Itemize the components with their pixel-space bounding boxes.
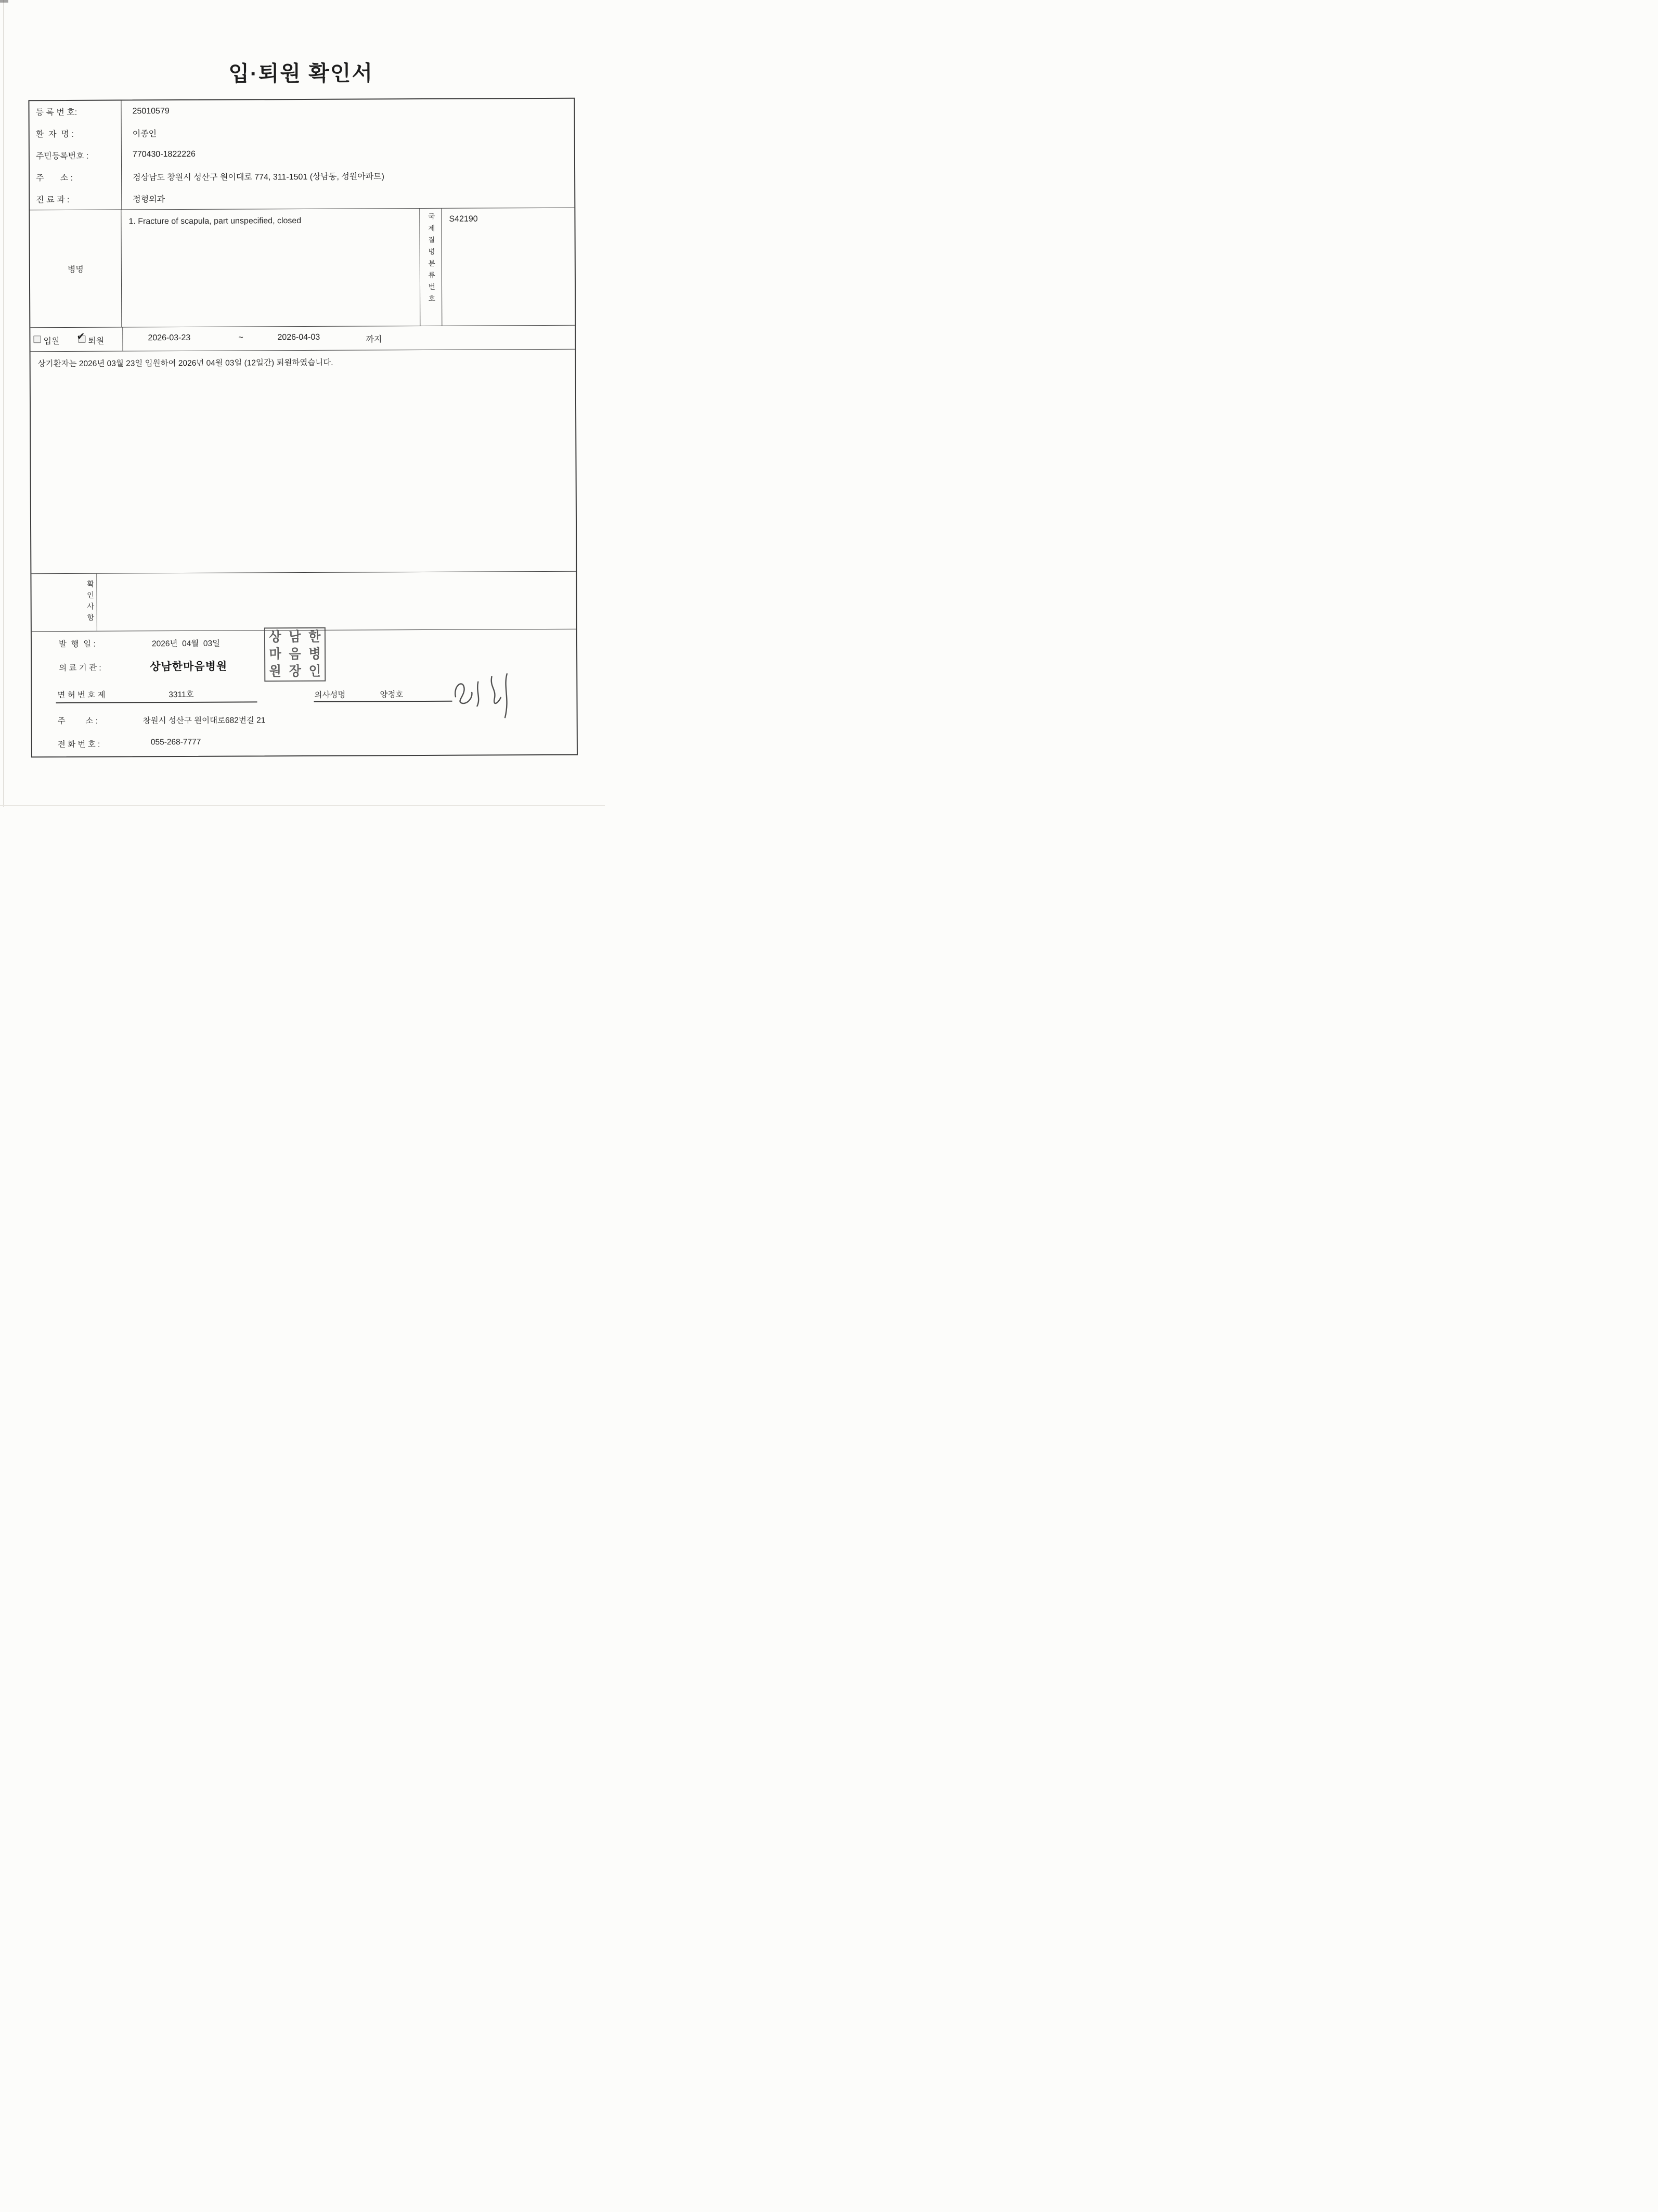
license-underline [56,701,257,703]
diagnosis-cell [121,209,420,327]
confirmation-section [31,571,576,632]
phone-number-value: 055-268-7777 [150,737,201,747]
table-row [30,142,574,166]
institution-label: 의 료 기 관 : [59,663,101,673]
phone-number-label: 전 화 번 호 : [57,740,100,750]
resident-id-value: 770430-1822226 [132,150,196,159]
admission-checkbox [33,336,41,343]
table-row [30,186,574,210]
registration-number-value: 25010579 [132,107,170,116]
icd-code-value: S42190 [449,214,478,224]
issuance-section [32,629,577,756]
discharge-checkbox-label: 퇴원 [88,337,105,346]
page-title: 입·퇴원 확인서 [228,61,374,86]
institution-name: 상남한마음병원 [150,660,228,673]
patient-name-value: 이종인 [132,130,157,139]
diagnosis-text: 1. Fracture of scapula, part unspecified, closed [128,216,302,226]
disease-section [30,208,575,328]
hospital-address-value: 창원시 성산구 원이대로682번길 21 [143,716,266,726]
check-icon: ✔ [76,331,85,342]
doctor-signature [448,671,516,722]
resident-id-label: 주민등록번호 : [35,151,89,161]
stay-period-section [30,325,575,352]
hospital-address-label: 주 소 : [57,716,98,726]
stay-dates-cell [123,326,575,351]
issue-date-label: 발 행 일 : [58,639,96,649]
address-value: 경상남도 창원시 성산구 원이대로 774, 311-1501 (상남동, 성원아파트) [133,172,384,183]
icd-header-vertical-label: 국제질병분류번호 [426,212,435,306]
address-label: 주 소 : [36,173,73,183]
patient-info-section [29,99,574,210]
paper-sheet [0,0,605,807]
document-content [0,0,606,808]
statement-text: 상기환자는 2026년 03월 23일 입원하여 2026년 04월 03일 (12일간) 퇴원하였습니다. [37,358,333,369]
hospital-seal-stamp: 상 남 한 마 음 병 원 장 인 [264,627,326,682]
confirmation-vertical-label: 확인사항 [85,580,94,625]
table-row [29,99,574,123]
registration-number-label: 등 록 번 호: [35,108,77,118]
doctor-name-value: 양정호 [380,690,404,700]
doctor-name-label: 의사성명 [314,690,346,700]
stay-type-cell [30,328,123,352]
department-label: 진 료 과 : [36,195,70,204]
scanned-document-page [0,0,605,807]
tilde-separator: ~ [238,333,243,342]
license-number-value: 3311호 [169,690,194,700]
disease-label: 병명 [67,265,84,274]
admission-checkbox-label: 입원 [43,337,60,346]
confirmation-label-cell [31,574,97,632]
icd-code-cell [442,208,575,326]
table-row [30,164,574,188]
main-table [28,98,578,758]
statement-section [31,349,576,574]
issue-date-value: 2026년 04월 03일 [151,639,221,649]
table-row [30,121,574,145]
stay-to-date: 2026-04-03 [277,332,320,342]
icd-header-cell [419,209,442,326]
license-number-label: 면 허 번 호 제 [57,690,106,700]
disease-label-cell [30,210,122,328]
stay-until-label: 까지 [366,335,382,344]
stay-from-date: 2026-03-23 [148,333,191,343]
department-value: 정형외과 [133,195,165,204]
patient-name-label: 환 자 명 : [35,130,74,139]
doctor-underline [314,701,452,702]
